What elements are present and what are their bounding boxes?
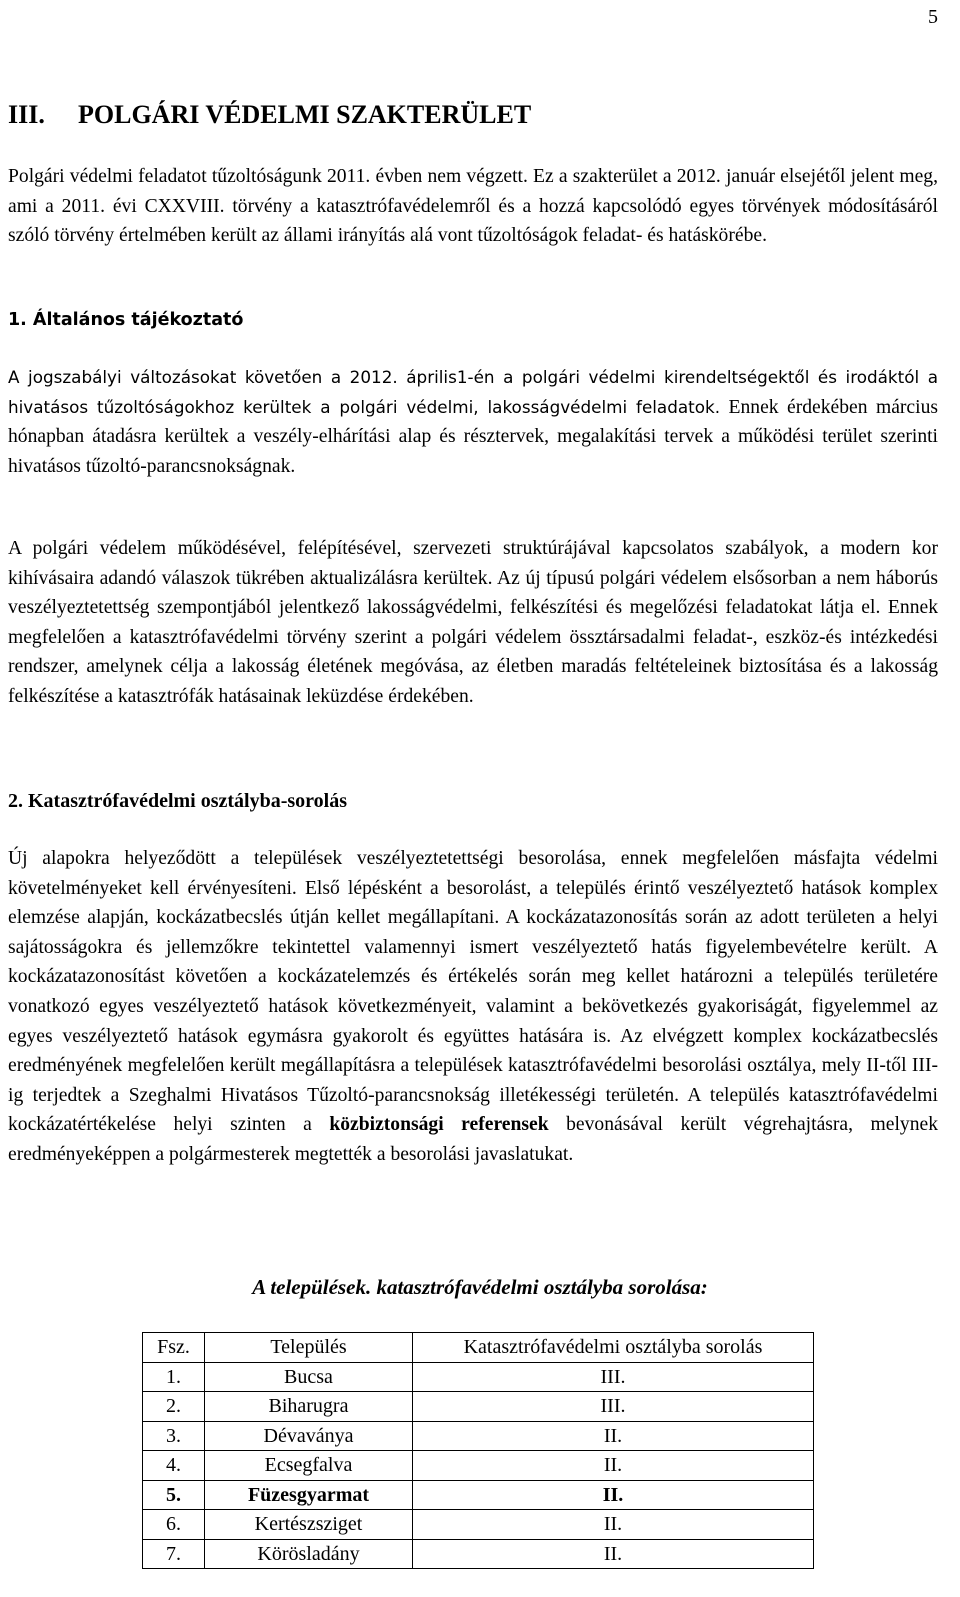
table-row — [143, 1362, 814, 1392]
settlement-cell: Dévaványa — [205, 1421, 413, 1451]
section-1-paragraph-a — [8, 363, 938, 481]
class-cell: II. — [413, 1539, 814, 1569]
table-header-row — [143, 1333, 814, 1363]
row-number-cell: 6. — [143, 1510, 205, 1540]
row-number-cell: 5. — [143, 1480, 205, 1510]
section-1-paragraph-b: A polgári védelem működésével, felépítésével, szervezeti struktúrájával kapcsolatos szabályok, a modern kor kihívásaira adandó válaszok tükrében aktualizálásra kerültek. Az új típusú polgári védelem elsősorban a nem háborús veszélyeztetettség szempontjából jelentkező lakosságvédelmi, felkészítési és megelőzési feladatokat látja el. Ennek megfelelően a katasztrófavédelmi törvény szerint a polgári védelem össztársadalmi feladat-, eszköz-és intézkedési rendszer, amelynek célja a lakosság életének megóvása, az életben maradás feltételeinek biztosítása és a lakosság felkészítése a katasztrófák hatásainak leküzdése érdekében. — [8, 538, 938, 707]
class-cell: III. — [413, 1392, 814, 1422]
section-2-paragraph-text-1: Új alapokra helyeződött a települések veszélyeztetettségi besorolása, ennek megfelelően másfajta védelmi követelményeket kell érvényesíteni. Első lépésként a besorolást, a település érintő veszélyeztető hatások komplex elemzése alapján, kockázatbecslés útján kellet megállapítani. A kockázatazonosítás során az adott területen a helyi sajátosságokra és jellemzőkre tekintettel valamennyi ismert veszélyeztető hatás figyelembevételre került. A kockázatazonosítást követően a kockázatelemzés és értékelés során meg kellet határozni a település területére vonatkozó egyes veszélyeztető hatások következményeit, valamint a bekövetkezés gyakoriságát, figyelemmel az egyes veszélyeztető hatások egymásra gyakorolt és együttes hatására is. Az elvégzett komplex kockázatbecslés eredményének megfelelően került megállapításra a települések katasztrófavédelmi besorolási osztálya, mely II-től III-ig terjedtek a Szeghalmi Hivatásos Tűzoltó-parancsnokság illetékességi területén. A település katasztrófavédelmi kockázatértékelése helyi szinten a — [8, 848, 938, 1136]
header-telepules: Település — [205, 1333, 413, 1363]
chapter-number: III. — [8, 100, 45, 129]
section-2-paragraph — [8, 844, 938, 1170]
section-2-heading: 2. Katasztrófavédelmi osztályba-sorolás — [8, 790, 348, 812]
settlement-cell: Ecsegfalva — [205, 1451, 413, 1481]
section-1-paragraph-a-serif-text: Ennek érdekében március hónapban átadásra kerültek a veszély-elhárítási alap és résztervek, megalakítási tervek a működési terület szerinti hivatásos tűzoltó-parancsnokságnak. — [8, 396, 938, 477]
settlement-cell: Füzesgyarmat — [205, 1480, 413, 1510]
settlement-cell: Körösladány — [205, 1539, 413, 1569]
chapter-title: POLGÁRI VÉDELMI SZAKTERÜLET — [78, 100, 532, 129]
section-1-heading: 1. Általános tájékoztató — [8, 310, 244, 330]
table-row — [143, 1510, 814, 1540]
class-cell: II. — [413, 1480, 814, 1510]
table-row — [143, 1421, 814, 1451]
row-number-cell: 7. — [143, 1539, 205, 1569]
intro-paragraph: Polgári védelmi feladatot tűzoltóságunk 2011. évben nem végzett. Ez a szakterület a 2012. január elsejétől jelent meg, ami a 2011. évi CXXVIII. törvény a katasztrófavédelemről és a hozzá kapcsolódó egyes törvények módosításáról szóló törvény értelmében került az állami irányítás alá vont tűzoltóságok feladat- és hatáskörébe. — [8, 166, 938, 247]
class-cell: II. — [413, 1510, 814, 1540]
class-cell: II. — [413, 1421, 814, 1451]
header-fsz: Fsz. — [143, 1333, 205, 1363]
row-number-cell: 4. — [143, 1451, 205, 1481]
settlement-cell: Kertészsziget — [205, 1510, 413, 1540]
section-2-paragraph-text-2: bevonásával került végrehajtásra, melynek eredményeképpen a polgármesterek megtették a besorolási javaslatukat. — [8, 1114, 938, 1165]
settlement-cell: Bucsa — [205, 1362, 413, 1392]
chapter-heading — [8, 100, 531, 130]
section-2-paragraph-bold-term: közbiztonsági referensek — [329, 1114, 549, 1136]
table-body — [143, 1362, 814, 1569]
table-row — [143, 1392, 814, 1422]
table-row — [143, 1539, 814, 1569]
table-caption: A települések. katasztrófavédelmi osztályba sorolása: — [252, 1275, 708, 1299]
table-row — [143, 1480, 814, 1510]
table-row — [143, 1451, 814, 1481]
classification-table — [142, 1332, 814, 1569]
row-number-cell: 2. — [143, 1392, 205, 1422]
settlement-cell: Biharugra — [205, 1392, 413, 1422]
row-number-cell: 1. — [143, 1362, 205, 1392]
section-1-paragraph-a-sans-text: A jogszabályi változásokat követően a 2012. április1-én a polgári védelmi kirendeltségektől és irodáktól a hivatásos tűzoltóságokhoz kerültek a polgári védelmi, lakosságvédelmi feladatok. — [8, 367, 938, 417]
header-osztaly: Katasztrófavédelmi osztályba sorolás — [413, 1333, 814, 1363]
page-number: 5 — [928, 6, 938, 28]
class-cell: III. — [413, 1362, 814, 1392]
class-cell: II. — [413, 1451, 814, 1481]
row-number-cell: 3. — [143, 1421, 205, 1451]
